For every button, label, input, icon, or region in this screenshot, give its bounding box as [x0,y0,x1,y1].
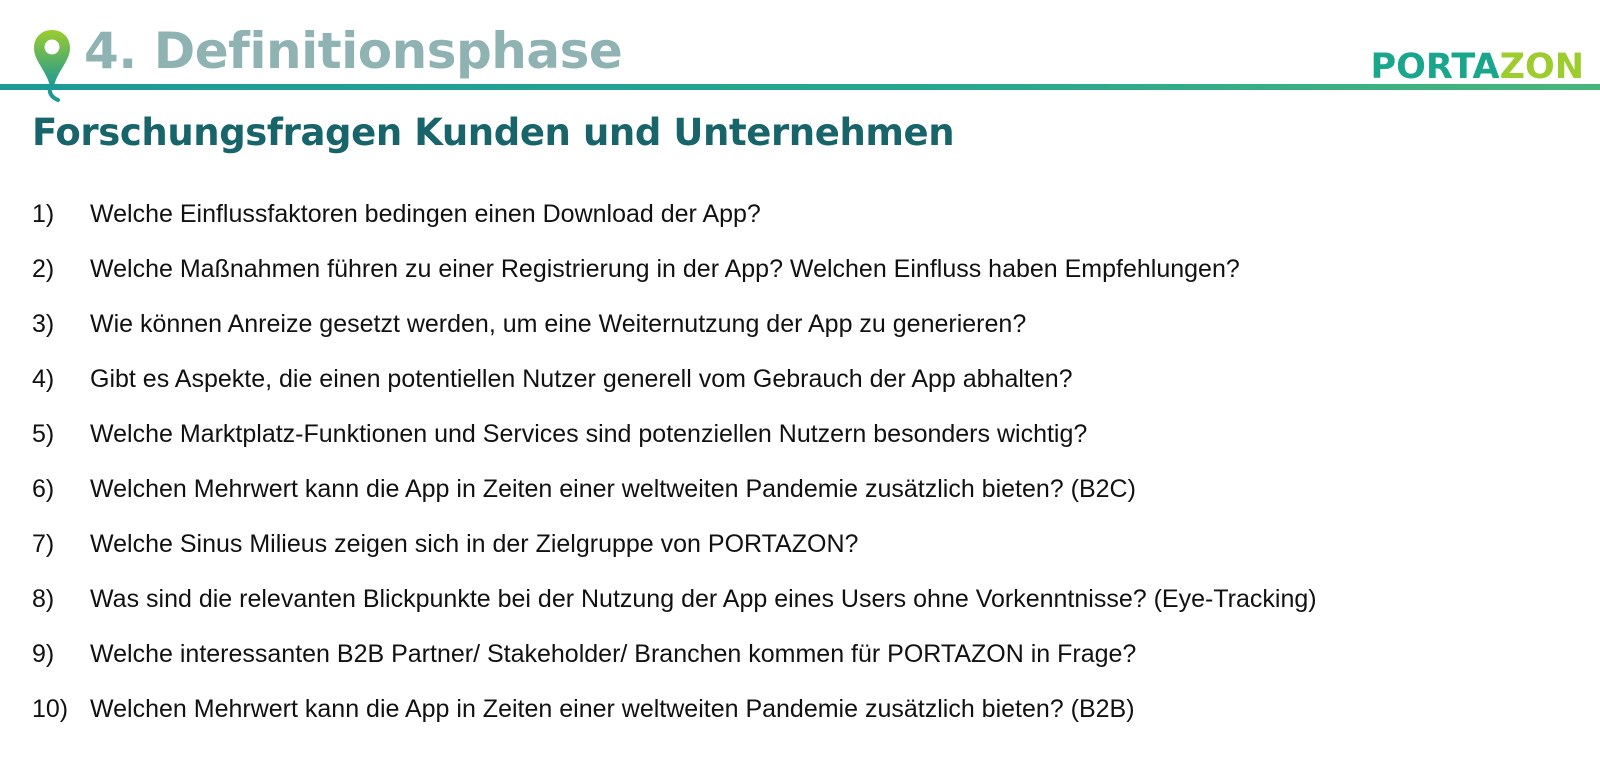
question-item-6 [32,473,1317,528]
research-questions-list [32,198,1317,748]
question-number: 3) [32,310,55,338]
portazon-logo [1370,47,1584,87]
question-text: Welche Sinus Milieus zeigen sich in der Zielgruppe von PORTAZON? [90,530,859,558]
location-pin-icon [32,28,72,104]
logo-part-zon: ZON [1499,47,1584,87]
header-divider [0,84,1600,90]
question-text: Gibt es Aspekte, die einen potentiellen Nutzer generell vom Gebrauch der App abhalten? [90,365,1073,393]
question-text: Wie können Anreize gesetzt werden, um eine Weiternutzung der App zu generieren? [90,310,1027,338]
question-item-5 [32,418,1317,473]
logo-part-porta: PORTA [1370,47,1500,87]
slide-title: 4. Definitionsphase [84,22,623,80]
slide-header [0,0,1600,100]
question-number: 7) [32,530,55,558]
question-text: Welche Maßnahmen führen zu einer Registrierung in der App? Welchen Einfluss haben Empfehlungen? [90,255,1240,283]
question-number: 1) [32,200,55,228]
question-text: Welche Marktplatz-Funktionen und Services sind potenziellen Nutzern besonders wichtig? [90,420,1088,448]
question-number: 10) [32,695,69,723]
question-item-7 [32,528,1317,583]
question-number: 4) [32,365,55,393]
question-text: Was sind die relevanten Blickpunkte bei der Nutzung der App eines Users ohne Vorkenntnisse? (Eye-Tracking) [90,585,1317,613]
question-text: Welche Einflussfaktoren bedingen einen Download der App? [90,200,761,228]
question-number: 9) [32,640,55,668]
question-text: Welche interessanten B2B Partner/ Stakeholder/ Branchen kommen für PORTAZON in Frage? [90,640,1137,668]
question-text: Welchen Mehrwert kann die App in Zeiten einer weltweiten Pandemie zusätzlich bieten? (B2C) [90,475,1136,503]
question-item-10 [32,693,1317,748]
question-text: Welchen Mehrwert kann die App in Zeiten einer weltweiten Pandemie zusätzlich bieten? (B2B) [90,695,1135,723]
question-item-2 [32,253,1317,308]
question-number: 6) [32,475,55,503]
question-item-4 [32,363,1317,418]
question-number: 5) [32,420,55,448]
slide-subtitle: Forschungsfragen Kunden und Unternehmen [32,111,955,154]
question-number: 8) [32,585,55,613]
question-item-9 [32,638,1317,693]
question-item-3 [32,308,1317,363]
question-item-8 [32,583,1317,638]
question-item-1 [32,198,1317,253]
question-number: 2) [32,255,55,283]
